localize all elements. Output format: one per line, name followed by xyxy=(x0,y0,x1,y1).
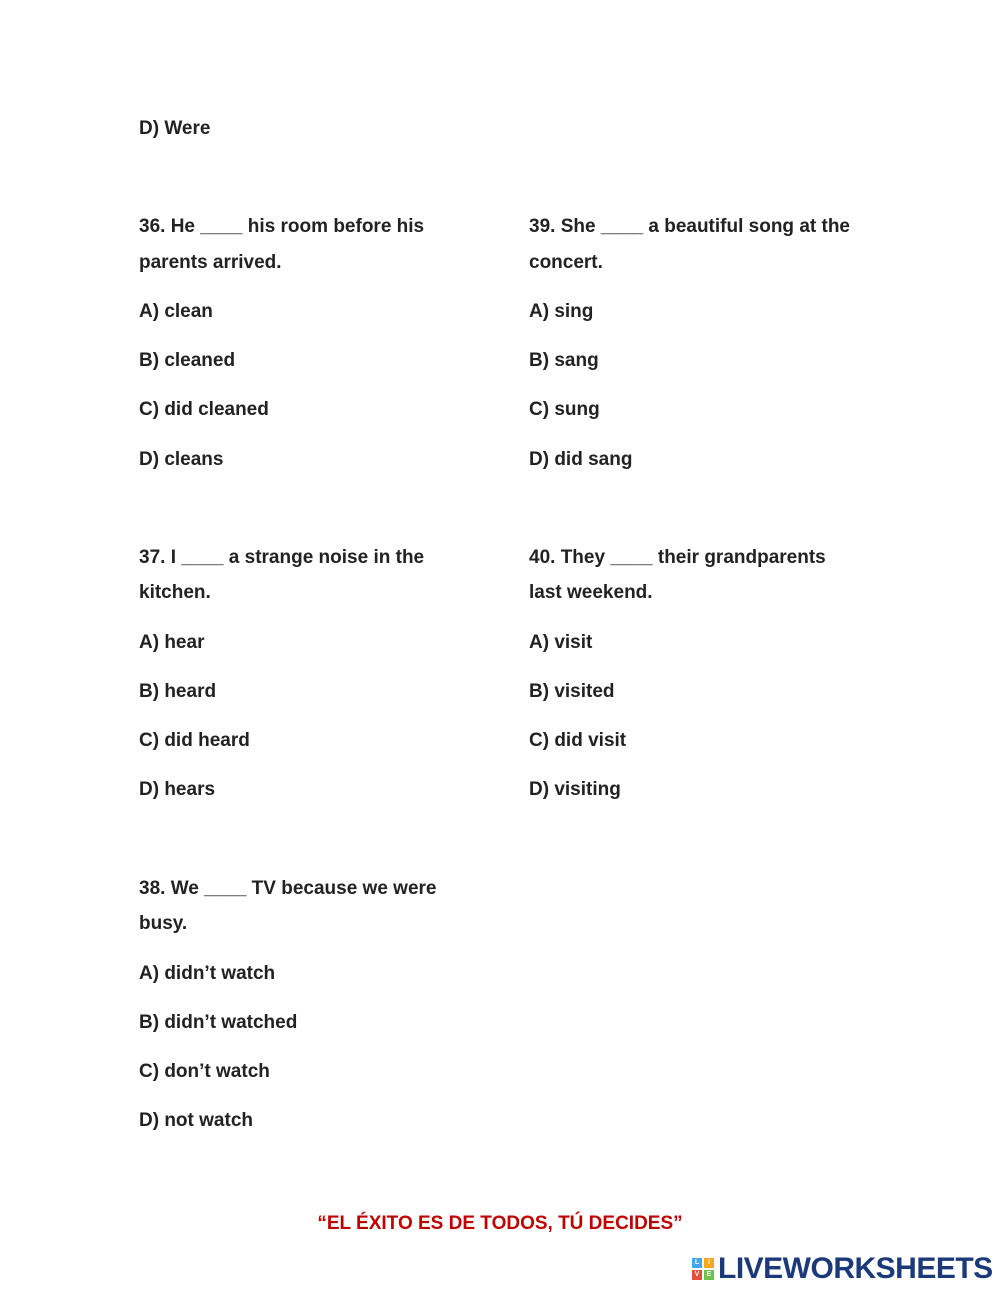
question-36-text-line-1: 36. He ____ his room before his xyxy=(139,216,425,237)
logo-square-v: V xyxy=(692,1270,702,1280)
question-38-text-line-2: busy. xyxy=(139,913,188,934)
question-39-option-b[interactable]: B) sang xyxy=(529,350,599,371)
question-37-option-d[interactable]: D) hears xyxy=(139,779,216,800)
logo-square-i: I xyxy=(704,1258,714,1268)
question-39-option-a[interactable]: A) sing xyxy=(529,301,594,322)
question-37-text-line-2: kitchen. xyxy=(139,582,211,603)
prev-option-d[interactable]: D) Were xyxy=(139,118,211,139)
question-37-option-b[interactable]: B) heard xyxy=(139,681,217,702)
question-40-option-b[interactable]: B) visited xyxy=(529,681,615,702)
question-40-text-line-2: last weekend. xyxy=(529,582,653,603)
question-37-option-a[interactable]: A) hear xyxy=(139,632,205,653)
liveworksheets-wordmark: LIVEWORKSHEETS xyxy=(718,1252,993,1285)
question-37-text-line-1: 37. I ____ a strange noise in the xyxy=(139,547,425,568)
question-38-text-line-1: 38. We ____ TV because we were xyxy=(139,878,437,899)
question-37-option-c[interactable]: C) did heard xyxy=(139,730,250,751)
question-38-option-b[interactable]: B) didn’t watched xyxy=(139,1012,298,1033)
question-38-option-d[interactable]: D) not watch xyxy=(139,1110,253,1131)
question-39-text-line-2: concert. xyxy=(529,252,603,273)
question-39-option-c[interactable]: C) sung xyxy=(529,399,600,420)
logo-square-l: L xyxy=(692,1258,702,1268)
question-40-option-d[interactable]: D) visiting xyxy=(529,779,621,800)
question-39-option-d[interactable]: D) did sang xyxy=(529,449,633,470)
question-38-option-a[interactable]: A) didn’t watch xyxy=(139,963,276,984)
logo-square-e: E xyxy=(704,1270,714,1280)
question-38-option-c[interactable]: C) don’t watch xyxy=(139,1061,270,1082)
question-36-text-line-2: parents arrived. xyxy=(139,252,282,273)
liveworksheets-logo-icon xyxy=(692,1258,714,1280)
question-40-option-a[interactable]: A) visit xyxy=(529,632,593,653)
liveworksheets-logo[interactable] xyxy=(692,1252,993,1286)
question-40-text-line-1: 40. They ____ their grandparents xyxy=(529,547,826,568)
question-40-option-c[interactable]: C) did visit xyxy=(529,730,627,751)
question-36-option-d[interactable]: D) cleans xyxy=(139,449,224,470)
footer-motto: “EL ÉXITO ES DE TODOS, TÚ DECIDES” xyxy=(317,1213,683,1234)
question-36-option-a[interactable]: A) clean xyxy=(139,301,213,322)
question-36-option-b[interactable]: B) cleaned xyxy=(139,350,236,371)
question-36-option-c[interactable]: C) did cleaned xyxy=(139,399,269,420)
question-39-text-line-1: 39. She ____ a beautiful song at the xyxy=(529,216,850,237)
